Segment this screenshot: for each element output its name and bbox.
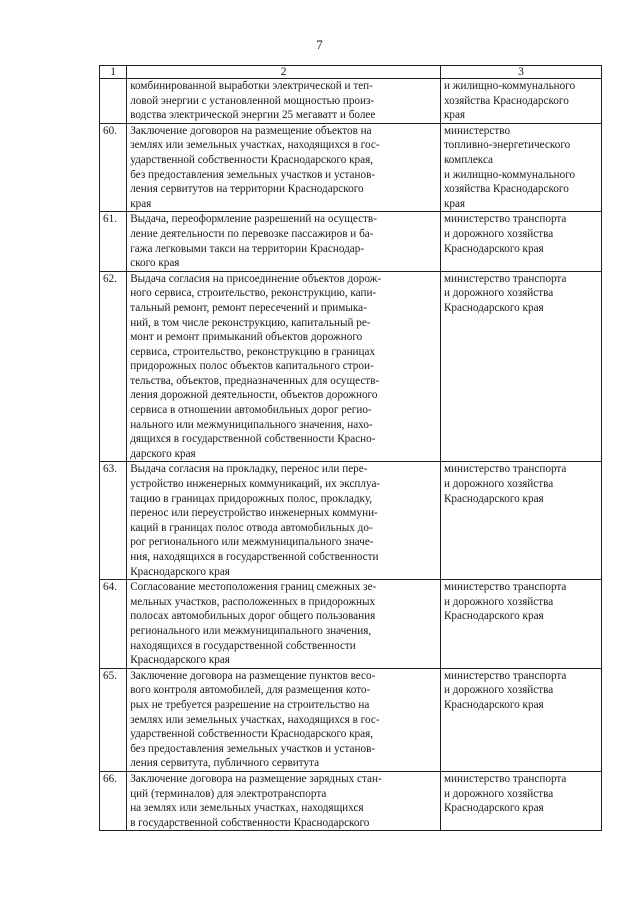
authority-line: министерство транспорта xyxy=(443,272,567,285)
authority-line: и дорожного хозяйства xyxy=(443,684,554,697)
table-row xyxy=(100,668,602,771)
table-row xyxy=(100,271,602,462)
description-line: водства электрической энергии 25 мегаватт и более xyxy=(130,109,376,122)
description-line: Заключение договора на размещение зарядных стан- xyxy=(130,772,382,785)
header-col-3: 3 xyxy=(440,66,601,79)
description-line: Выдача согласия на прокладку, перенос или пере- xyxy=(130,463,368,476)
description-line: регионального или межмуниципального значения, xyxy=(130,624,372,637)
row-number: 61. xyxy=(100,212,127,271)
authority-line: комплекса xyxy=(443,153,494,166)
description-line: сервиса, строительство, реконструкцию в границах xyxy=(130,345,376,358)
page-number: 7 xyxy=(316,37,323,52)
authority-line: Краснодарского края xyxy=(443,301,544,314)
service-description xyxy=(127,271,441,462)
description-line: ления сервитута, публичного сервитута xyxy=(130,757,320,770)
service-description xyxy=(127,580,441,669)
description-line: вого контроля автомобилей, для размещения кото- xyxy=(130,684,371,697)
description-line: ния, находящихся в государственной собственности xyxy=(130,551,379,563)
authority-line: министерство транспорта xyxy=(443,463,567,476)
services-table xyxy=(99,65,602,831)
description-line: тацию в границах придорожных полос, прокладку, xyxy=(130,492,373,505)
authority-line: Краснодарского края xyxy=(443,698,544,711)
row-number: 63. xyxy=(100,462,127,580)
description-line: придорожных полос объектов капитального строи- xyxy=(130,360,374,373)
service-description xyxy=(127,123,441,212)
row-number xyxy=(100,79,127,124)
description-line: перенос или переустройство инженерных коммуни- xyxy=(130,507,378,520)
description-line: каций в границах полос отвода автомобильных до- xyxy=(130,521,373,534)
authority-line: Краснодарского края xyxy=(443,802,544,815)
authority-line: и дорожного хозяйства xyxy=(443,787,554,800)
table-row xyxy=(100,771,602,830)
responsible-authority xyxy=(440,271,601,462)
responsible-authority xyxy=(440,212,601,271)
header-col-2: 2 xyxy=(127,66,441,79)
authority-line: министерство транспорта xyxy=(443,772,567,785)
description-line: комбинированной выработки электрической и теп- xyxy=(130,80,373,92)
authority-line: края xyxy=(443,109,466,122)
row-number: 60. xyxy=(100,123,127,212)
description-line: гажа легковыми такси на территории Краснодар- xyxy=(130,242,365,255)
description-line: ний, в том числе реконструкцию, капитальный ре- xyxy=(130,316,371,329)
description-line: Краснодарского края xyxy=(130,654,230,667)
description-line: в государственной собственности Краснодарского xyxy=(130,816,370,829)
description-line: Согласование местоположения границ смежных зе- xyxy=(130,581,377,594)
table-header-row xyxy=(100,66,602,79)
service-description xyxy=(127,79,441,124)
description-line: без предоставления земельных участков и установ- xyxy=(130,168,376,181)
authority-line: и дорожного хозяйства xyxy=(443,595,554,608)
authority-line: и жилищно-коммунального xyxy=(443,168,576,181)
description-line: Заключение договора на размещение пунктов весо- xyxy=(130,669,376,682)
row-number: 66. xyxy=(100,771,127,830)
description-line: дящихся в государственной собственности Красно- xyxy=(130,433,376,446)
description-line: полосах автомобильных дорог общего пользования xyxy=(130,610,376,623)
authority-line: хозяйства Краснодарского xyxy=(443,94,569,107)
description-line: Выдача, переоформление разрешений на осуществ- xyxy=(130,213,377,226)
authority-line: края xyxy=(443,197,466,210)
description-line: Краснодарского края xyxy=(130,565,230,578)
authority-line: топливно-энергетического xyxy=(443,139,571,152)
description-line: землях или земельных участках, находящихся в гос- xyxy=(130,713,380,726)
table-row xyxy=(100,212,602,271)
responsible-authority xyxy=(440,668,601,771)
authority-line: Краснодарского края xyxy=(443,610,544,623)
description-line: рых не требуется разрешение на строительство на xyxy=(130,698,370,711)
row-number: 64. xyxy=(100,580,127,669)
description-line: землях или земельных участках, находящихся в гос- xyxy=(130,139,380,152)
description-line: ление деятельности по перевозке пассажиров и ба- xyxy=(130,227,374,240)
authority-line: и дорожного хозяйства xyxy=(443,287,554,300)
description-line: устройство инженерных коммуникаций, их эксплуа- xyxy=(130,478,381,491)
description-line: тельства, объектов, предназначенных для осуществ- xyxy=(130,374,380,387)
row-number: 62. xyxy=(100,271,127,462)
description-line: рог регионального или межмуниципального значе- xyxy=(130,536,374,549)
description-line: Заключение договоров на размещение объектов на xyxy=(130,124,372,137)
table-row xyxy=(100,79,602,124)
description-line: ударственной собственности Краснодарского края, xyxy=(130,728,374,741)
responsible-authority xyxy=(440,79,601,124)
description-line: дарского края xyxy=(130,447,196,460)
authority-line: министерство xyxy=(443,124,511,137)
table-row xyxy=(100,462,602,580)
description-line: сервиса в отношении автомобильных дорог регио- xyxy=(130,404,372,417)
description-line: тальный ремонт, ремонт пересечений и примыка- xyxy=(130,301,367,314)
responsible-authority xyxy=(440,462,601,580)
service-description xyxy=(127,668,441,771)
authority-line: и жилищно-коммунального xyxy=(443,80,576,92)
description-line: ского края xyxy=(130,257,180,270)
service-description xyxy=(127,212,441,271)
authority-line: хозяйства Краснодарского xyxy=(443,183,569,196)
description-line: находящихся в государственной собственности xyxy=(130,639,356,652)
row-number: 65. xyxy=(100,668,127,771)
authority-line: Краснодарского края xyxy=(443,242,544,255)
description-line: ловой энергии с установленной мощностью произ- xyxy=(130,94,375,107)
description-line: ления сервитутов на территории Краснодарского xyxy=(130,183,364,196)
service-description xyxy=(127,771,441,830)
responsible-authority xyxy=(440,771,601,830)
responsible-authority xyxy=(440,123,601,212)
description-line: ударственной собственности Краснодарского края, xyxy=(130,153,374,166)
description-line: края xyxy=(130,197,152,210)
authority-line: министерство транспорта xyxy=(443,669,567,682)
responsible-authority xyxy=(440,580,601,669)
description-line: ного сервиса, строительство, реконструкцию, капи- xyxy=(130,287,377,300)
description-line: монт и ремонт примыканий объектов дорожного xyxy=(130,331,363,344)
service-description xyxy=(127,462,441,580)
table-row xyxy=(100,580,602,669)
description-line: ления дорожной деятельности, объектов дорожного xyxy=(130,389,378,402)
authority-line: и дорожного хозяйства xyxy=(443,478,554,491)
description-line: на землях или земельных участках, находящихся xyxy=(130,802,364,815)
authority-line: и дорожного хозяйства xyxy=(443,227,554,240)
authority-line: министерство транспорта xyxy=(443,213,567,226)
table-row xyxy=(100,123,602,212)
header-col-1: 1 xyxy=(100,66,127,79)
authority-line: министерство транспорта xyxy=(443,581,567,594)
description-line: мельных участков, расположенных в придорожных xyxy=(130,595,376,608)
authority-line: Краснодарского края xyxy=(443,492,544,505)
description-line: Выдача согласия на присоединение объектов дорож- xyxy=(130,272,382,285)
description-line: ций (терминалов) для электротранспорта xyxy=(130,787,327,800)
description-line: без предоставления земельных участков и установ- xyxy=(130,742,376,755)
description-line: нального или межмуниципального значения, нахо- xyxy=(130,418,373,431)
